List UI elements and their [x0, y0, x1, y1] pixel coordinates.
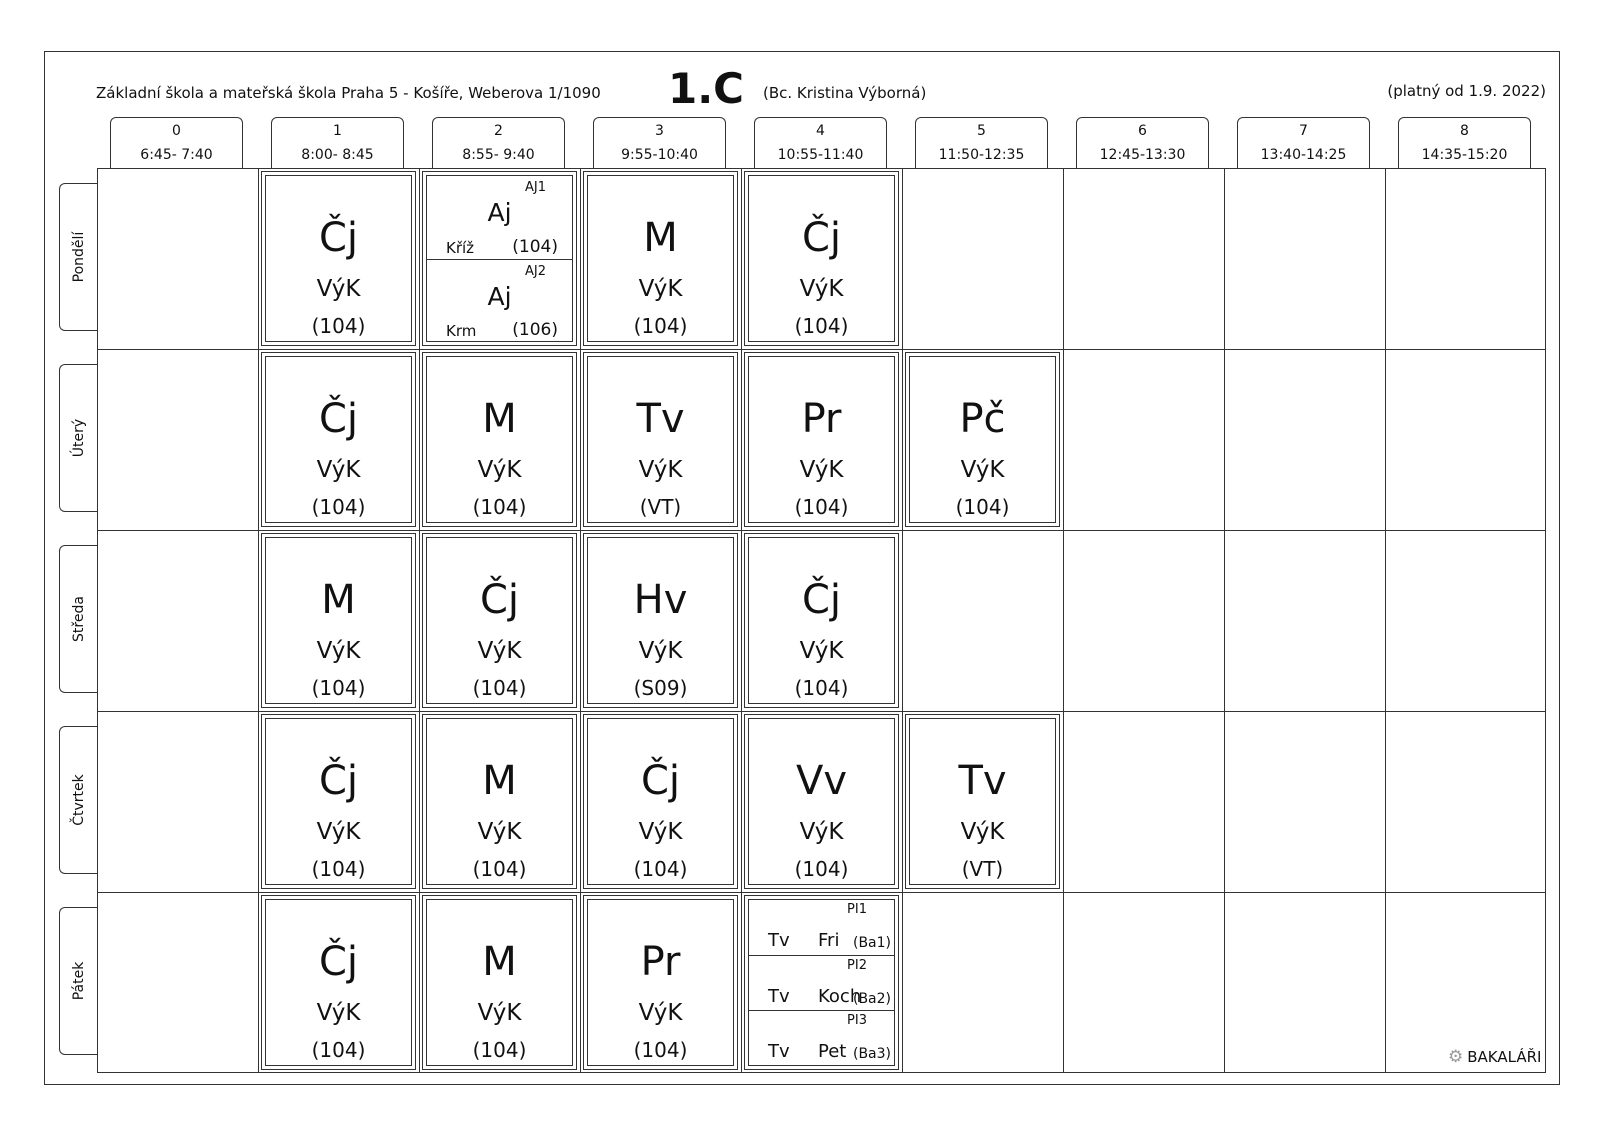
lesson-group-pi3[interactable]: PI3 Tv Pet (Ba3)	[749, 1010, 894, 1066]
lesson-fri-2[interactable]: M VýK (104)	[422, 895, 577, 1070]
lesson-fri-1[interactable]: Čj VýK (104)	[261, 895, 416, 1070]
grid-row-divider	[97, 892, 1546, 893]
lesson-group-aj2[interactable]: AJ2 Aj Krm (106)	[427, 259, 572, 343]
grid-row-divider	[97, 530, 1546, 531]
grid-column-divider	[1385, 168, 1386, 1073]
period-header-7: 7 13:40-14:25	[1237, 117, 1370, 168]
lesson-fri-3[interactable]: Pr VýK (104)	[583, 895, 738, 1070]
grid-column-divider	[902, 168, 903, 1073]
lesson-tue-4[interactable]: Pr VýK (104)	[744, 352, 899, 527]
grid-column-divider	[1063, 168, 1064, 1073]
lesson-group-aj1[interactable]: AJ1 Aj Kříž (104)	[446, 180, 558, 257]
school-name: Základní škola a mateřská škola Praha 5 - Košíře, Weberova 1/1090	[96, 84, 601, 102]
day-tab-wednesday: Středa	[59, 545, 97, 693]
class-name: 1.C	[668, 64, 745, 113]
lesson-mon-2-split[interactable]	[422, 171, 577, 346]
lesson-group-pi2[interactable]: PI2 Tv Koch (Ba2)	[749, 955, 894, 1011]
day-tab-friday: Pátek	[59, 907, 97, 1055]
lesson-tue-1[interactable]: Čj VýK (104)	[261, 352, 416, 527]
grid-column-divider	[1224, 168, 1225, 1073]
period-header-3: 3 9:55-10:40	[593, 117, 726, 168]
lesson-thu-2[interactable]: M VýK (104)	[422, 714, 577, 889]
grid-column-divider	[419, 168, 420, 1073]
period-header-2: 2 8:55- 9:40	[432, 117, 565, 168]
lesson-group-pi1[interactable]: PI1 Tv Fri (Ba1)	[768, 902, 891, 951]
class-teacher: (Bc. Kristina Výborná)	[763, 84, 927, 102]
lesson-thu-3[interactable]: Čj VýK (104)	[583, 714, 738, 889]
gear-icon: ⚙	[1448, 1047, 1464, 1067]
lesson-wed-1[interactable]: M VýK (104)	[261, 533, 416, 708]
valid-from: (platný od 1.9. 2022)	[1387, 82, 1546, 100]
lesson-mon-3[interactable]: M VýK (104)	[583, 171, 738, 346]
lesson-tue-3[interactable]: Tv VýK (VT)	[583, 352, 738, 527]
lesson-thu-1[interactable]: Čj VýK (104)	[261, 714, 416, 889]
lesson-mon-1[interactable]: Čj VýK (104)	[261, 171, 416, 346]
day-tab-thursday: Čtvrtek	[59, 726, 97, 874]
period-header-1: 1 8:00- 8:45	[271, 117, 404, 168]
lesson-tue-2[interactable]: M VýK (104)	[422, 352, 577, 527]
lesson-fri-4-split[interactable]	[744, 895, 899, 1070]
grid-column-divider	[580, 168, 581, 1073]
lesson-mon-4[interactable]: Čj VýK (104)	[744, 171, 899, 346]
period-header-5: 5 11:50-12:35	[915, 117, 1048, 168]
lesson-wed-4[interactable]: Čj VýK (104)	[744, 533, 899, 708]
lesson-thu-5[interactable]: Tv VýK (VT)	[905, 714, 1060, 889]
grid-row-divider	[97, 349, 1546, 350]
grid-column-divider	[741, 168, 742, 1073]
period-header-8: 8 14:35-15:20	[1398, 117, 1531, 168]
period-header-4: 4 10:55-11:40	[754, 117, 887, 168]
lesson-thu-4[interactable]: Vv VýK (104)	[744, 714, 899, 889]
bakalari-logo: ⚙ BAKALÁŘI	[1448, 1047, 1542, 1067]
lesson-wed-3[interactable]: Hv VýK (S09)	[583, 533, 738, 708]
day-tab-tuesday: Úterý	[59, 364, 97, 512]
lesson-wed-2[interactable]: Čj VýK (104)	[422, 533, 577, 708]
grid-row-divider	[97, 711, 1546, 712]
period-header-0: 0 6:45- 7:40	[110, 117, 243, 168]
period-header-6: 6 12:45-13:30	[1076, 117, 1209, 168]
grid-column-divider	[258, 168, 259, 1073]
day-tab-monday: Pondělí	[59, 183, 97, 331]
lesson-tue-5[interactable]: Pč VýK (104)	[905, 352, 1060, 527]
